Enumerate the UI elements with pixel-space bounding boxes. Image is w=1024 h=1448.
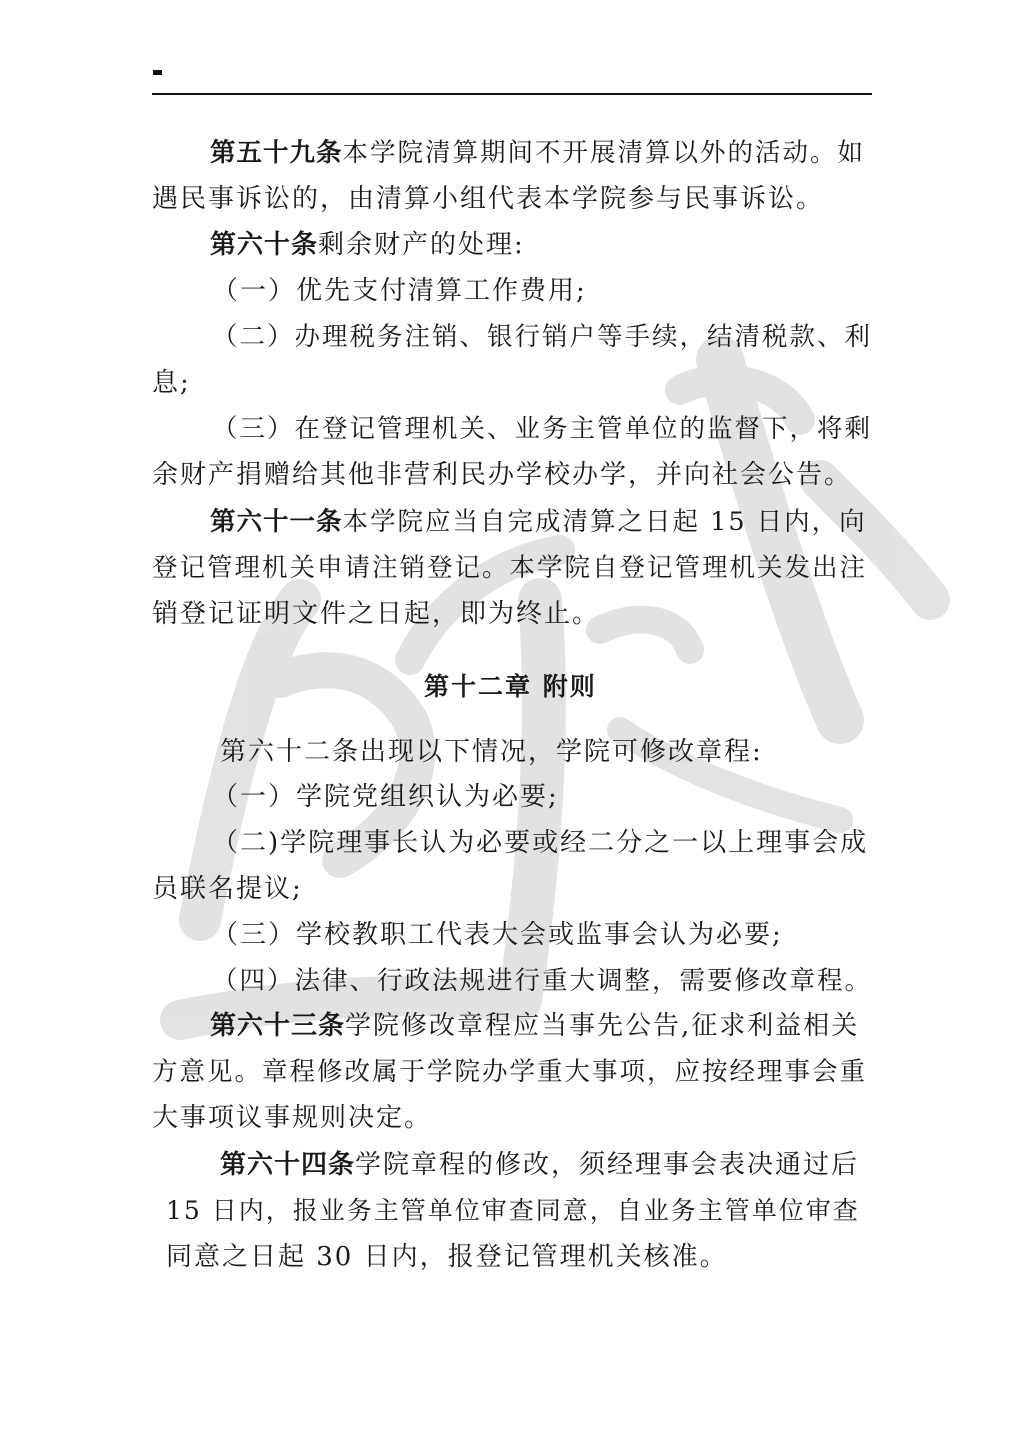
article-64-line-3: 同意之日起 30 日内，报登记管理机关核准。: [166, 1242, 728, 1272]
chapter-heading: 第十二章 附则: [424, 672, 597, 701]
article-64-line-2: 15 日内，报业务主管单位审查同意，自业务主管单位审查: [166, 1196, 860, 1225]
watermark-stroke: [600, 620, 690, 650]
article-60-item-3-line-2: 余财产捐赠给其他非营利民办学校办学，并向社会公告。: [152, 460, 853, 490]
article-61-line-3: 销登记证明文件之日起，即为终止。: [152, 599, 601, 629]
article-62-item-3: （三）学校教职工代表大会或监事会认为必要;: [212, 920, 783, 950]
article-60-item-2-line-1: （二）办理税务注销、银行销户等手续，结清税款、利: [212, 322, 873, 352]
article-62-line-1: [220, 735, 763, 769]
article-60-item-2-line-2: 息;: [152, 368, 191, 398]
article-59-line-1: [210, 136, 865, 170]
article-60-item-1: （一）优先支付清算工作费用;: [212, 276, 587, 306]
article-59-line-2: 遇民事诉讼的，由清算小组代表本学院参与民事诉讼。: [152, 184, 825, 214]
article-63-text: 学院修改章程应当事先公告,征求利益相关: [345, 1011, 860, 1041]
article-61-line-1: [210, 505, 867, 539]
article-62-item-1: （一）学院党组织认为必要;: [212, 782, 559, 812]
article-62-item-4: （四）法律、行政法规进行重大调整，需要修改章程。: [212, 966, 873, 996]
article-60-text: 剩余财产的处理:: [318, 230, 525, 260]
article-61-text: 本学院应当自完成清算之日起 15 日内，向: [342, 507, 867, 537]
header-rule: [152, 93, 872, 95]
article-63-line-3: 大事项议事规则决定。: [152, 1103, 433, 1133]
article-62-item-2-line-1: （二)学院理事长认为必要或经二分之一以上理事会成: [212, 828, 869, 858]
article-59-text: 本学院清算期间不开展清算以外的活动。如: [342, 138, 866, 168]
article-64-text: 学院章程的修改，须经理事会表决通过后: [355, 1150, 860, 1180]
header-mark: [153, 70, 162, 75]
article-61-line-2: 登记管理机关申请注销登记。本学院自登记管理机关发出注: [152, 553, 868, 583]
article-62-text: 出现以下情况，学院可修改章程:: [360, 737, 763, 767]
article-63-line-2: 方意见。章程修改属于学院办学重大事项，应按经理事会重: [152, 1057, 868, 1087]
article-62-title: 第六十二条: [220, 737, 361, 767]
article-63-title: 第六十三条: [210, 1011, 346, 1041]
article-63-line-1: [210, 1009, 859, 1043]
article-61-title: 第六十一条: [210, 507, 343, 537]
article-62-item-2-line-2: 员联名提议;: [152, 874, 303, 904]
article-64-line-1: [220, 1148, 859, 1182]
article-60-title: 第六十条: [210, 230, 319, 260]
article-60-item-3-line-1: （三）在登记管理机关、业务主管单位的监督下，将剩: [212, 414, 873, 444]
article-59-title: 第五十九条: [210, 138, 343, 168]
article-64-title: 第六十四条: [220, 1150, 356, 1180]
article-60-line-1: [210, 228, 525, 262]
